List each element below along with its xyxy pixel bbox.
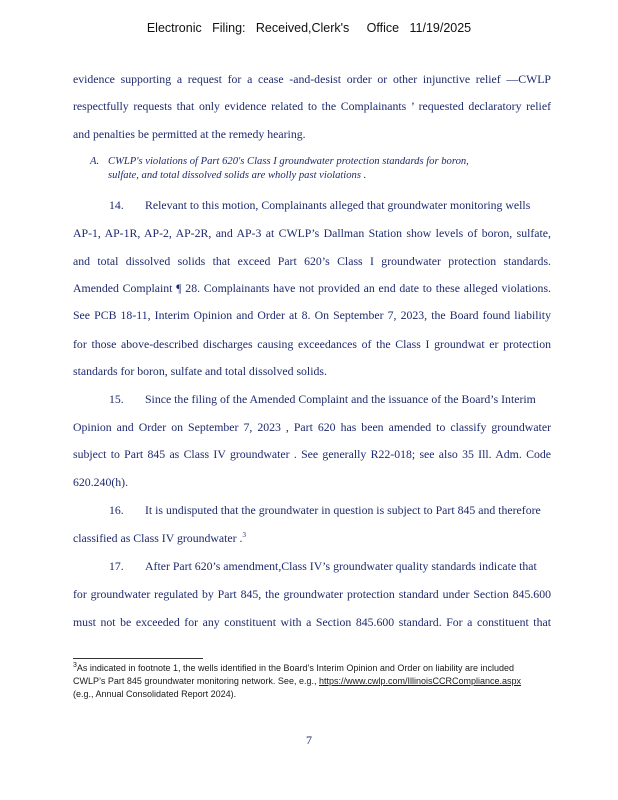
paragraph-line: for groundwater regulated by Part 845, the groundwater protection standard under Section 845.600 (73, 587, 551, 601)
section-heading-line-2: sulfate, and total dissolved solids are wholly past violations . (108, 170, 367, 181)
paragraph-line-with-footnote (73, 531, 246, 546)
paragraph-line: standards for boron, sulfate and total dissolved solids. (73, 364, 327, 378)
page-number: 7 (306, 733, 312, 747)
paragraph-number: 16. (109, 503, 124, 517)
footnote-line-3: (e.g., Annual Consolidated Report 2024). (73, 689, 237, 699)
section-heading-line-1: CWLP's violations of Part 620's Class I groundwater protection standards for boron, (108, 156, 469, 167)
paragraph-line: Since the filing of the Amended Complaint and the issuance of the Board’s Interim (145, 392, 536, 406)
paragraph-line: must not be exceeded for any constituent with a Section 845.600 standard. For a constituent that (73, 615, 551, 629)
paragraph-number: 17. (109, 559, 124, 573)
paragraph-line: and total dissolved solids that exceed Part 620’s Class I groundwater protection standards. (73, 254, 551, 268)
footnote-divider (73, 658, 203, 659)
intro-line-2: respectfully requests that only evidence related to the Complainants ’ requested declaratory relief (73, 99, 551, 113)
footnote-link[interactable]: https://www.cwlp.com/IllinoisCCRCompliance.aspx (318, 676, 522, 686)
footnote-text: CWLP’s Part 845 groundwater monitoring network. See, e.g., (73, 676, 319, 686)
section-heading-label: A. (90, 156, 100, 167)
paragraph-text: classified as Class IV groundwater . (73, 531, 243, 545)
intro-line-1: evidence supporting a request for a cease -and-desist order or other injunctive relief —CWLP (73, 72, 551, 86)
paragraph-line: Amended Complaint ¶ 28. Complainants have not provided an end date to these alleged violations. (73, 281, 551, 295)
filing-header: Electronic Filing: Received,Clerk's Office 11/19/2025 (146, 21, 472, 35)
paragraph-number: 15. (109, 392, 124, 406)
footnote-reference: 3 (242, 531, 246, 540)
paragraph-line: See PCB 18-11, Interim Opinion and Order at 8. On September 7, 2023, the Board found liability (73, 308, 551, 322)
footnote-line-2 (73, 676, 521, 686)
paragraph-number: 14. (109, 198, 124, 212)
footnote-line-1 (73, 663, 514, 673)
paragraph-line: Relevant to this motion, Complainants alleged that groundwater monitoring wells (145, 198, 531, 212)
paragraph-line: Opinion and Order on September 7, 2023 , Part 620 has been amended to classify groundwater (73, 420, 551, 434)
footnote-text: As indicated in footnote 1, the wells identified in the Board’s Interim Opinion and Order on liability are included (76, 663, 514, 673)
paragraph-line: AP-1, AP-1R, AP-2, AP-2R, and AP-3 at CWLP’s Dallman Station show levels of boron, sulfate, (73, 226, 551, 240)
paragraph-line: subject to Part 845 as Class IV groundwater . See generally R22-018; see also 35 Ill. Adm. Code (73, 447, 551, 461)
footnote-mark: 3 (73, 662, 77, 669)
paragraph-line: for those above-described discharges causing exceedances of the Class I groundwat er protection (73, 337, 551, 351)
paragraph-line: It is undisputed that the groundwater in question is subject to Part 845 and therefore (145, 503, 541, 517)
intro-line-3: and penalties be permitted at the remedy hearing. (73, 127, 306, 141)
paragraph-line: After Part 620’s amendment,Class IV’s groundwater quality standards indicate that (145, 559, 537, 573)
paragraph-line: 620.240(h). (73, 475, 129, 489)
